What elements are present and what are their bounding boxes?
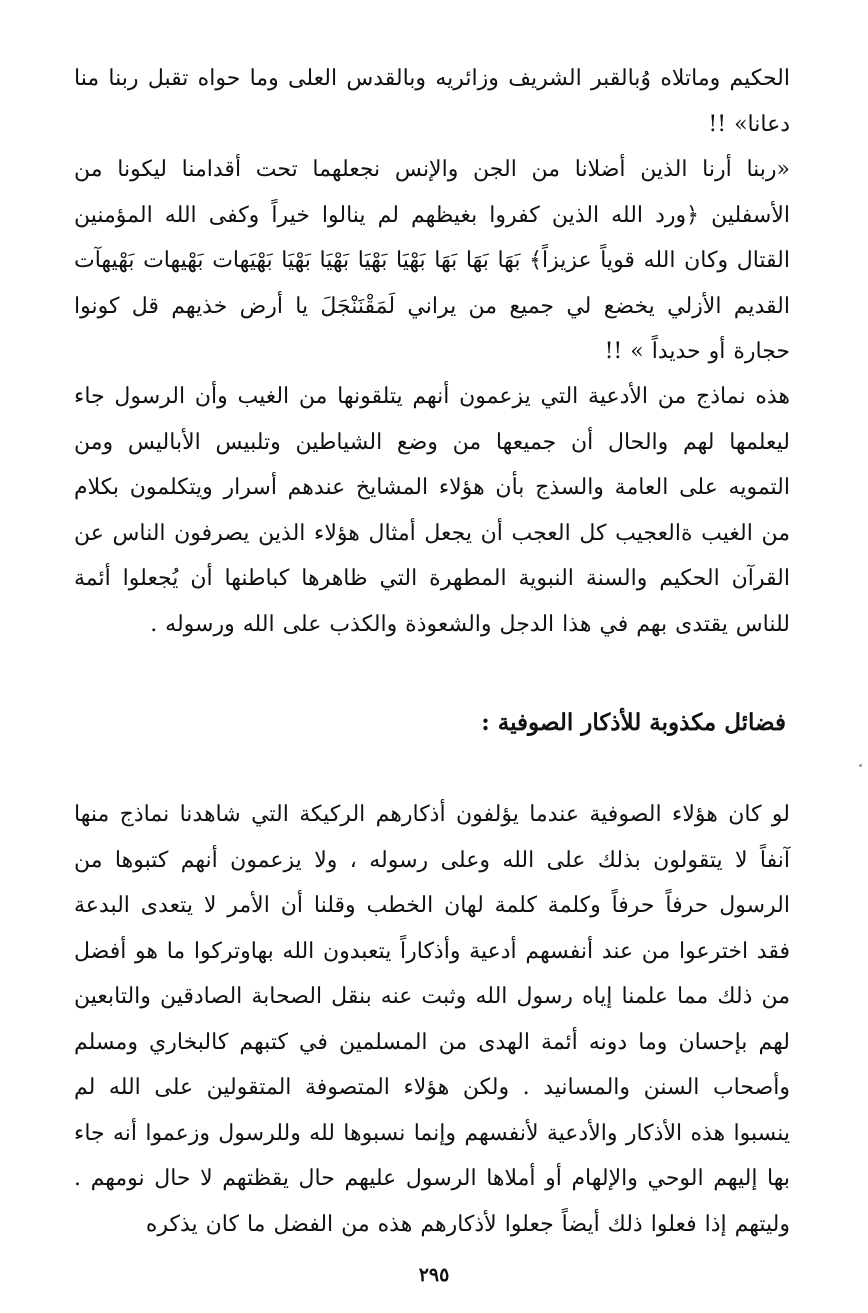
paragraph-section-body: لو كان هؤلاء الصوفية عندما يؤلفون أذكارهم الركيكة التي شاهدنا نماذج منها آنفاً لا يتقولون بذلك على الله وعلى رسوله ، ولا يزعمون أنهم كتبوها من الرسول حرفاً حرفاً وكلمة كلمة لهان الخطب وقلنا أن الأمر لا يتعدى البدعة فقد اخترعوا من عند أنفسهم أدعية وأذكاراً يتعبدون الله بهاوتركوا ما هو أفضل من ذلك مما علمنا إياه رسول الله وثبت عنه بنقل الصحابة الصادقين والتابعين لهم بإحسان وما دونه أئمة الهدى من المسلمين في كتبهم كالبخاري ومسلم وأصحاب السنن والمسانيد . ولكن هؤلاء المتصوفة المتقولين على الله لم ينسبوا هذه الأذكار والأدعية لأنفسهم وإنما نسبوها لله وللرسول وزعموا أنه جاء بها إليهم الوحي والإلهام أو أملاها الرسول عليهم حال يقظتهم لا حال نومهم . وليتهم إذا فعلوا ذلك أيضاً جعلوا لأذكارهم هذه من الفضل ما كان يذكره <box>74 802 790 1237</box>
paragraph-commentary: هذه نماذج من الأدعية التي يزعمون أنهم يتلقونها من الغيب وأن الرسول جاء ليعلمها لهم والحال أن جميعها من وضع الشياطين وتلبيس الأباليس ومن التمويه على العامة والسذج بأن هؤلاء المشايخ عندهم أسرار ويتكلمون بكلام من الغيب ةالعجيب كل العجب أن يجعل أمثال هؤلاء الذين يصرفون الناس عن القرآن الحكيم والسنة النبوية المطهرة التي ظاهرها كباطنها أن يُجعلوا أئمة للناس يقتدى بهم في هذا الدجل والشعوذة والكذب على الله ورسوله . <box>74 384 790 637</box>
paragraph-prayer-quote: «ربنا أرنا الذين أضلانا من الجن والإنس نجعلهما تحت أقدامنا ليكونا من الأسفلين ﴿ورد الله الذين كفروا بغيظهم لم ينالوا خيراً وكفى الله المؤمنين القتال وكان الله قوياً عزيزاً﴾ بَهَا بَهَا بَهَا بَهْيَا بَهْيَا بَهْيَا بَهْيَا بَهْيَهات بَهْيهات بَهْيهآت القديم الأزلي يخضع لي جميع من يراني لَمَقْنَنْجَلَ يا أرض خذيهم قل كونوا حجارة أو حديداً » !! <box>74 157 790 364</box>
paragraph-continuation: الحكيم وماتلاه وُبالقبر الشريف وزائريه وبالقدس العلى وما حواه تقبل ربنا منا دعانا» !! <box>74 66 790 137</box>
section-heading: فضائل مكذوبة للأذكار الصوفية : <box>481 709 786 736</box>
page-number: ٢٩٥ <box>418 1264 450 1286</box>
scan-speck-mark <box>859 764 862 767</box>
